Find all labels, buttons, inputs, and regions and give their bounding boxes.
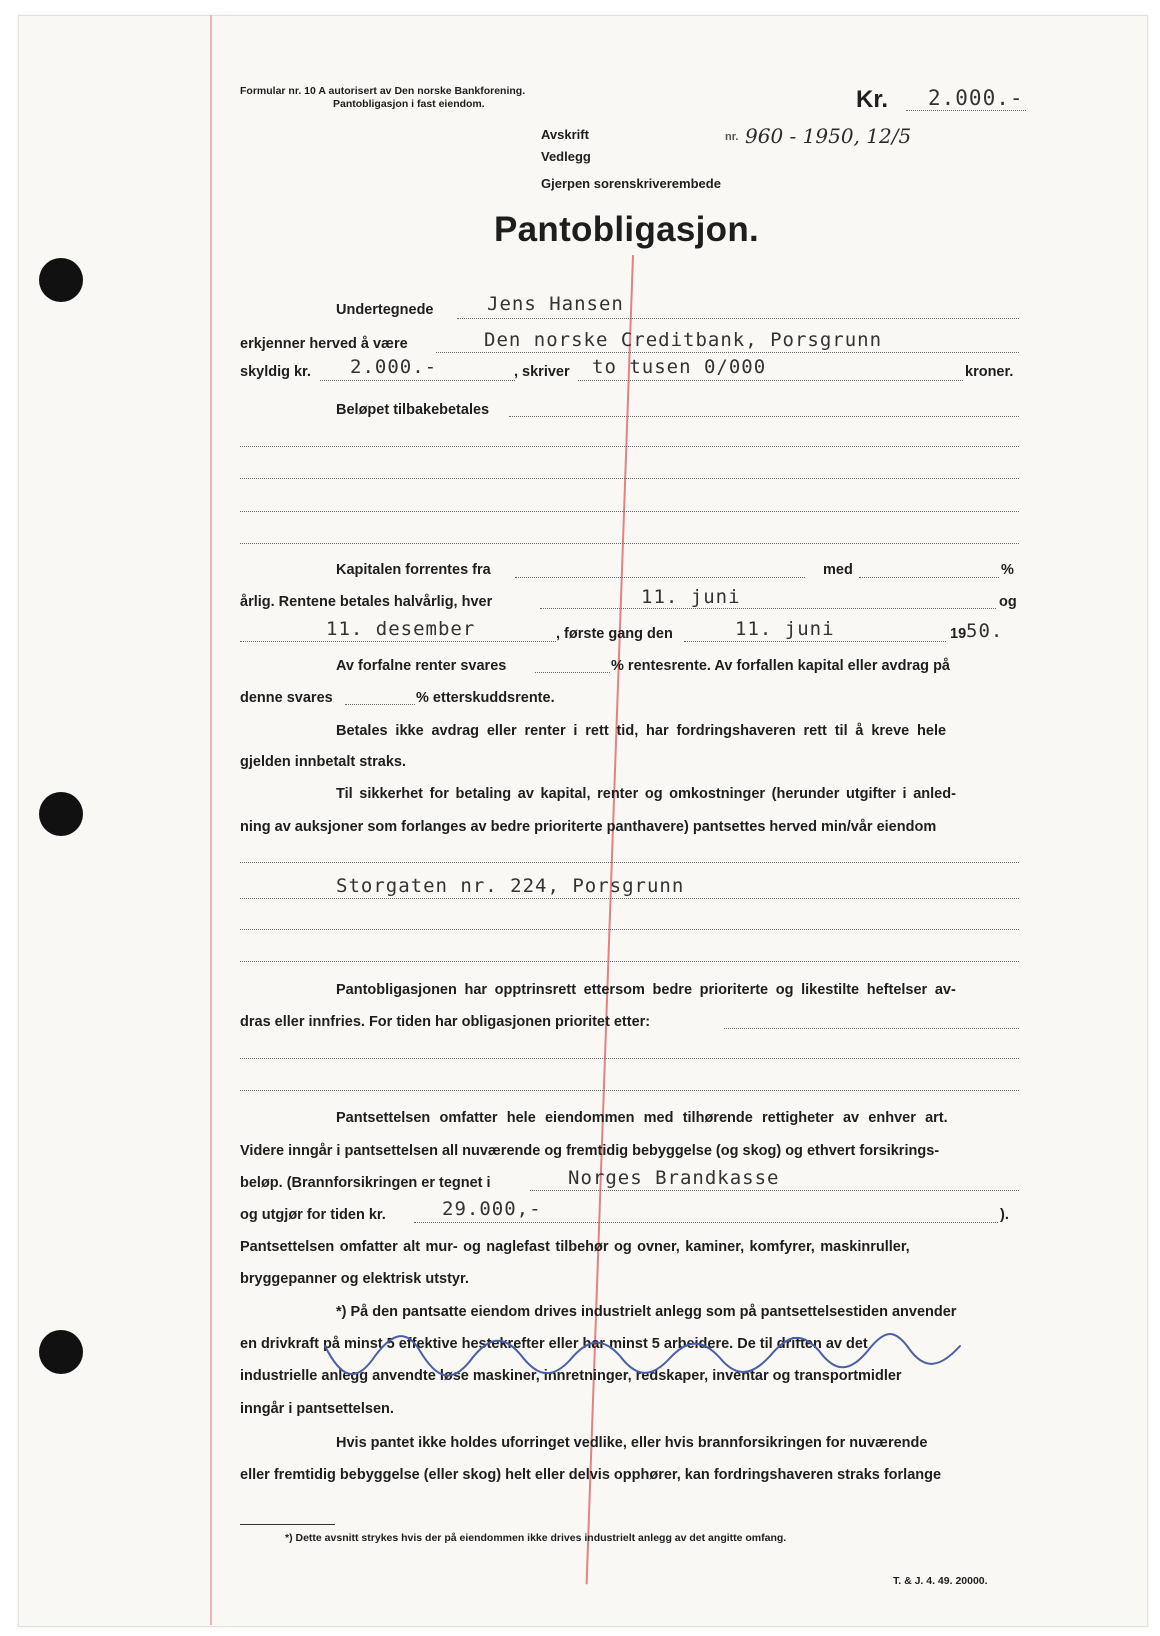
stamp-handwritten-number: 960 - 1950, 12/5 <box>745 124 912 148</box>
forste-label: , første gang den <box>556 626 673 642</box>
punch-hole-top <box>39 258 83 302</box>
punch-hole-middle <box>39 792 83 836</box>
skriver-label: , skriver <box>514 364 570 380</box>
eiendom-line-2 <box>240 898 1019 899</box>
erkjenner-label: erkjenner herved å være <box>240 336 408 352</box>
prioritet-line-3 <box>240 1090 1019 1091</box>
forfalne-label: Av forfalne renter svares <box>336 658 507 674</box>
utgjor-value: 29.000,- <box>442 1198 542 1220</box>
omfatter-line3: beløp. (Brannforsikringen er tegnet i <box>240 1175 491 1191</box>
arlig-label: årlig. Rentene betales halvårlig, hver <box>240 594 493 610</box>
punch-hole-bottom <box>39 1330 83 1374</box>
kr-label: Kr. <box>856 86 889 113</box>
tilbehor-line1: Pantsettelsen omfatter alt mur- og naglefast tilbehør og ovner, kaminer, komfyrer, maskinruller, <box>240 1239 910 1255</box>
rentesrente-text: % rentesrente. Av forfallen kapital eller avdrag på <box>611 658 950 674</box>
denne-line <box>345 704 415 705</box>
kroner-label: kroner. <box>965 364 1014 380</box>
med-line <box>859 577 999 578</box>
betales-line2: gjelden innbetalt straks. <box>240 754 406 770</box>
belopet-line-1 <box>509 416 1019 417</box>
industri-line3: industrielle anlegg anvendte løse maskiner, innretninger, redskaper, inventar og transportmidler <box>240 1368 902 1384</box>
rente-date2-line <box>240 641 556 642</box>
sikkerhet-line2: ning av auksjoner som forlanges av bedre prioriterte panthavere) pantsettes herved min/vår eiendom <box>240 819 937 835</box>
belopet-line-5 <box>240 543 1019 544</box>
rente-date1-line <box>540 608 996 609</box>
forste-date-line <box>684 641 946 642</box>
kapitalen-line <box>515 577 805 578</box>
erkjenner-value: Den norske Creditbank, Porsgrunn <box>484 329 883 351</box>
undertegnede-label: Undertegnede <box>336 302 434 318</box>
year-prefix: 19 <box>950 626 967 642</box>
eiendom-line-4 <box>240 961 1019 962</box>
eiendom-line-1 <box>240 862 1019 863</box>
kapitalen-label: Kapitalen forrentes fra <box>336 562 491 578</box>
industri-line4: inngår i pantsettelsen. <box>240 1401 394 1417</box>
stamp-line-2: Vedlegg <box>541 149 591 164</box>
belopet-label: Beløpet tilbakebetales <box>336 402 490 418</box>
year-suffix: 50. <box>966 620 1004 642</box>
med-label: med <box>823 562 853 578</box>
belopet-line-3 <box>240 478 1019 479</box>
betales-line1: Betales ikke avdrag eller renter i rett tid, har fordringshaveren rett til å kreve hele <box>336 723 947 739</box>
skriver-line <box>578 380 963 381</box>
footnote-text: *) Dette avsnitt strykes hvis der på eiendommen ikke drives industrielt anlegg av det angitte omfang. <box>285 1532 787 1544</box>
utgjor-line <box>414 1222 998 1223</box>
eiendom-line-3 <box>240 929 1019 930</box>
med-percent: % <box>1001 562 1014 578</box>
brannkasse-line <box>530 1190 1019 1191</box>
skyldig-label: skyldig kr. <box>240 364 311 380</box>
utgjor-end: ). <box>1000 1207 1009 1223</box>
sikkerhet-line1: Til sikkerhet for betaling av kapital, renter og omkostninger (herunder utgifter i anled- <box>336 786 956 802</box>
skyldig-value: 2.000.- <box>350 356 438 378</box>
forfalne-line <box>535 672 610 673</box>
prioritet-line-2 <box>240 1058 1019 1059</box>
document-title: Pantobligasjon. <box>494 210 760 249</box>
ink-strikeout-scribble <box>320 1316 980 1396</box>
denne-label: denne svares <box>240 690 333 706</box>
erkjenner-line <box>436 352 1019 353</box>
form-reference-line1: Formular nr. 10 A autorisert av Den norske Bankforening. <box>240 85 526 97</box>
belopet-line-4 <box>240 511 1019 512</box>
opptrinn-line1: Pantobligasjonen har opptrinsrett ettersom bedre prioriterte og likestilte heftelser av- <box>336 982 956 998</box>
omfatter-line1: Pantsettelsen omfatter hele eiendommen med tilhørende rettigheter av enhver art. <box>336 1110 948 1126</box>
kr-amount: 2.000.- <box>928 86 1024 110</box>
stamp-line-1: Avskrift <box>541 127 589 142</box>
omfatter-line2: Videre inngår i pantsettelsen all nuværende og fremtidig bebyggelse (og skog) og ethvert forsikrings- <box>240 1143 940 1159</box>
rente-date1-value: 11. juni <box>641 586 741 608</box>
stamp-line-3: Gjerpen sorenskriverembede <box>541 176 721 191</box>
skriver-value: to tusen 0/000 <box>592 356 767 378</box>
printer-mark: T. & J. 4. 49. 20000. <box>893 1575 988 1587</box>
opptrinn-line2: dras eller innfries. For tiden har obligasjonen prioritet etter: <box>240 1014 651 1030</box>
stamp-nr-label: nr. <box>725 131 739 143</box>
kr-amount-line <box>906 110 1026 111</box>
footnote-rule <box>240 1524 335 1525</box>
utgjor-label: og utgjør for tiden kr. <box>240 1207 386 1223</box>
skyldig-line <box>320 380 515 381</box>
rente-date2-value: 11. desember <box>326 618 476 640</box>
industri-line1: *) På den pantsatte eiendom drives industrielt anlegg som på pantsettelsestiden anvender <box>336 1304 957 1320</box>
vedlike-line1: Hvis pantet ikke holdes uforringet vedlike, eller hvis brannforsikringen for nuværende <box>336 1435 928 1451</box>
forste-date-value: 11. juni <box>735 618 835 640</box>
industri-line2: en drivkraft på minst 5 effektive hestekrefter eller har minst 5 arbeidere. De til driften av det <box>240 1336 868 1352</box>
belopet-line-2 <box>240 446 1019 447</box>
og-label: og <box>999 594 1017 610</box>
prioritet-line-1 <box>724 1028 1019 1029</box>
eiendom-value: Storgaten nr. 224, Porsgrunn <box>336 875 685 897</box>
form-reference-line2: Pantobligasjon i fast eiendom. <box>333 98 485 110</box>
undertegnede-value: Jens Hansen <box>487 293 624 315</box>
brannkasse-value: Norges Brandkasse <box>568 1167 780 1189</box>
vedlike-line2: eller fremtidig bebyggelse (eller skog) helt eller delvis opphører, kan fordringshaveren straks forlange <box>240 1467 942 1483</box>
tilbehor-line2: bryggepanner og elektrisk utstyr. <box>240 1271 469 1287</box>
margin-rule <box>210 15 212 1625</box>
etterskudd-text: % etterskuddsrente. <box>416 690 555 706</box>
undertegnede-line <box>457 318 1019 319</box>
